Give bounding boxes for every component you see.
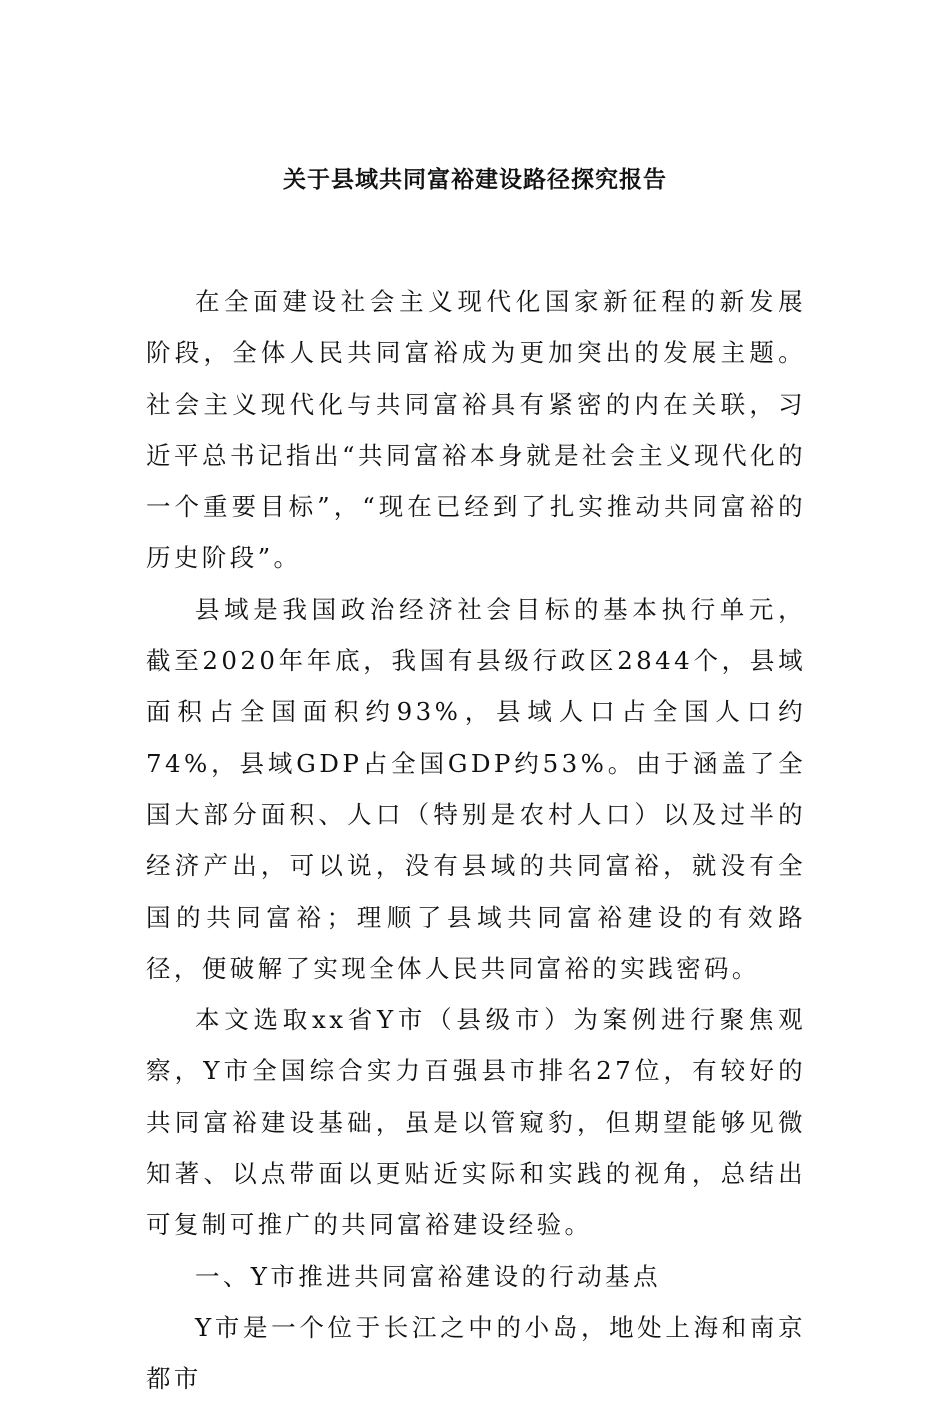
document-title: 关于县域共同富裕建设路径探究报告 <box>283 166 667 193</box>
paragraph-intro: 在全面建设社会主义现代化国家新征程的新发展阶段，全体人民共同富裕成为更加突出的发展主题。社会主义现代化与共同富裕具有紧密的内在关联，习近平总书记指出“共同富裕本身就是社会主义现代化的一个重要目标”，“现在已经到了扎实推动共同富裕的历史阶段”。 <box>146 287 806 573</box>
paragraph-case-study: 本文选取xx省Y市（县级市）为案例进行聚焦观察，Y市全国综合实力百强县市排名27位，有较好的共同富裕建设基础，虽是以管窥豹，但期望能够见微知著、以点带面以更贴近实际和实践的视角，总结出可复制可推广的共同富裕建设经验。 <box>146 1005 806 1240</box>
section-heading: 一、Y市推进共同富裕建设的行动基点 <box>195 1261 661 1291</box>
document-body <box>146 276 806 1405</box>
paragraph-section-one: Y市是一个位于长江之中的小岛，地处上海和南京都市 <box>146 1312 806 1394</box>
paragraph-county-stats: 县域是我国政治经济社会目标的基本执行单元，截至2020年年底，我国有县级行政区2844个，县域面积占全国面积约93%，县域人口占全国人口约74%，县域GDP占全国GDP约53%。由于涵盖了全国大部分面积、人口（特别是农村人口）以及过半的经济产出，可以说，没有县域的共同富裕，就没有全国的共同富裕；理顺了县域共同富裕建设的有效路径，便破解了实现全体人民共同富裕的实践密码。 <box>146 594 806 983</box>
